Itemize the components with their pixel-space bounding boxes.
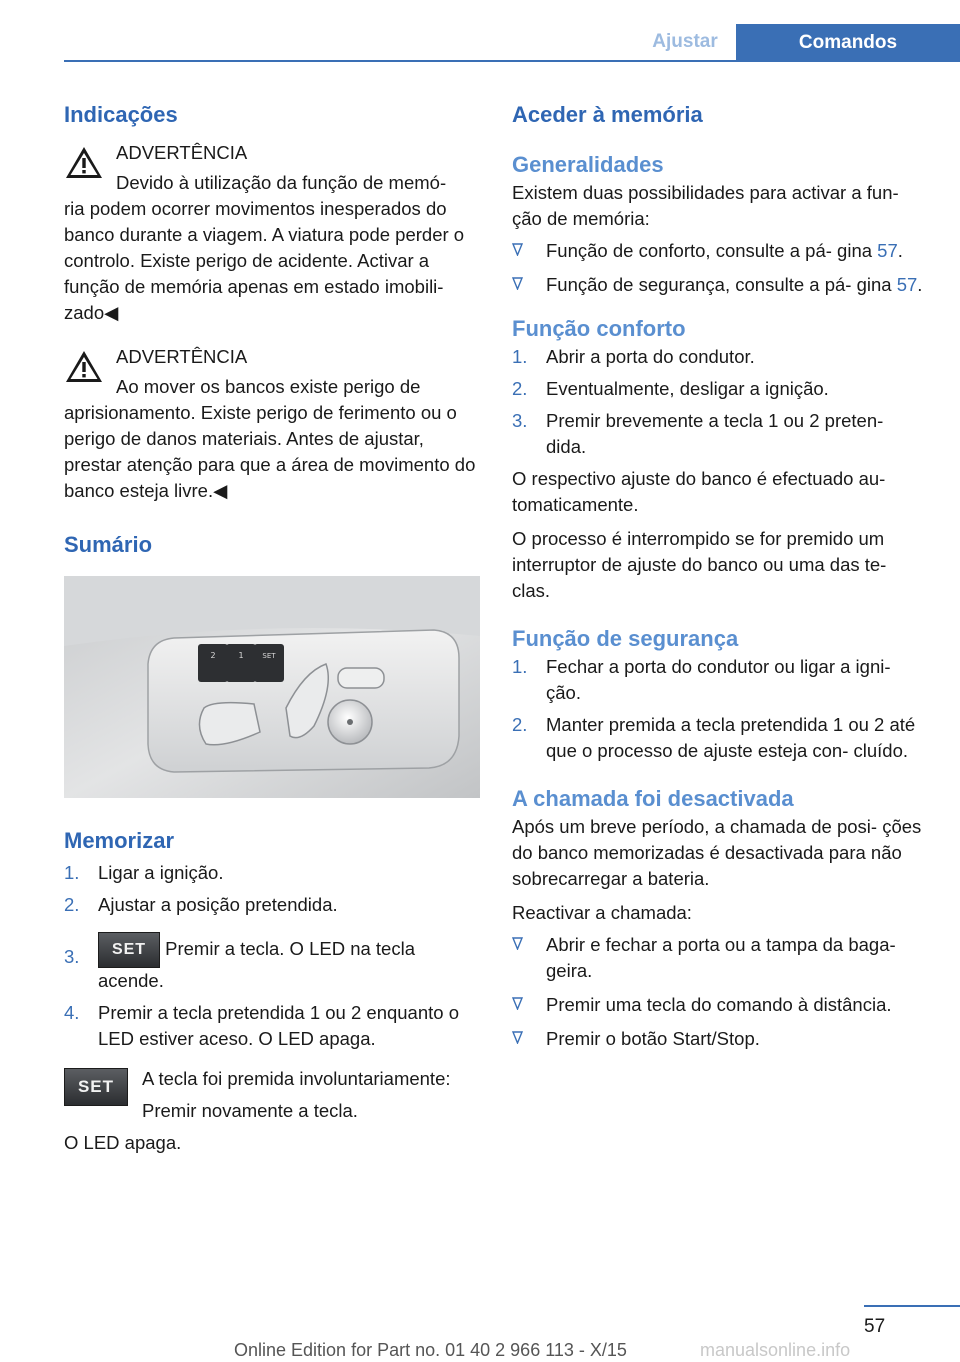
set-button-icon: SET	[64, 1068, 128, 1106]
warning-2-title: ADVERTÊNCIA	[116, 346, 248, 367]
desactivada-heading: A chamada foi desactivada	[512, 786, 794, 811]
seat-controls-photo	[64, 576, 480, 798]
list-item: 3. Premir brevemente a tecla 1 ou 2 preten- dida.	[512, 410, 884, 457]
generalidades-heading: Generalidades	[512, 152, 664, 177]
step-number: 2.	[64, 894, 80, 915]
seguranca-heading: Função de segurança	[512, 626, 739, 651]
sumario-heading: Sumário	[64, 532, 153, 557]
triangle-bullet-icon	[512, 937, 523, 950]
photo-button-set: SET	[262, 652, 276, 660]
page-link-57[interactable]: 57	[877, 240, 898, 261]
generalidades-list	[512, 238, 926, 298]
warning-icon	[64, 144, 104, 180]
step-text: Premir a tecla pretendida 1 ou 2 enquanto o LED estiver aceso. O LED apaga.	[98, 1002, 459, 1049]
generalidades-text: Existem duas possibilidades para activar a fun- ção de memória:	[512, 182, 899, 229]
tab-ajustar[interactable]: Ajustar	[652, 31, 718, 52]
list-item: Função de segurança, consulte a pá- gina 57.	[512, 272, 926, 298]
desactivada-paragraph-1: Após um breve período, a chamada de posi- ções do banco memorizadas é desactivada para não sobrecarregar a bateria.	[512, 816, 922, 889]
conforto-paragraph-2: O processo é interrompido se for premido um interruptor de ajuste do banco ou uma das te- clas.	[512, 528, 887, 601]
page-link-57[interactable]: 57	[896, 274, 918, 295]
note-end: O LED apaga.	[64, 1132, 182, 1153]
list-item	[64, 1000, 480, 1052]
conforto-steps	[512, 344, 926, 460]
photo-button-1: 1	[238, 651, 244, 660]
list-item: Premir o botão Start/Stop.	[512, 1026, 926, 1052]
memorizar-heading: Memorizar	[64, 828, 175, 853]
watermark: manualsonline.info	[700, 1340, 851, 1360]
left-column	[64, 100, 480, 1156]
right-column	[512, 100, 926, 1052]
footer-rule	[864, 1305, 960, 1307]
step-number: 1.	[64, 862, 80, 883]
page-number: 57	[864, 1316, 886, 1337]
list-item: 2. Manter premida a tecla pretendida 1 ou 2 até que o processo de ajuste esteja con- cluído.	[512, 714, 916, 761]
seguranca-steps	[512, 654, 926, 764]
warning-icon	[64, 348, 104, 384]
list-item	[64, 860, 480, 886]
step-number: 4.	[64, 1002, 80, 1023]
triangle-bullet-icon	[512, 277, 523, 290]
aceder-heading: Aceder à memória	[512, 102, 703, 127]
header-rule	[64, 60, 960, 62]
photo-button-2: 2	[210, 651, 216, 660]
list-item: Abrir e fechar a porta ou a tampa da baga- geira.	[512, 932, 926, 984]
warning-block-2	[64, 344, 480, 504]
note-line-2: Premir novamente a tecla.	[142, 1100, 358, 1121]
warning-2-text: aprisionamento. Existe perigo de ferimento ou o perigo de danos materiais. Antes de ajustar, prestar atenção para que a área de movimento do banco esteja livre.◀	[64, 402, 476, 501]
step-text: Premir a tecla. O LED na tecla acende.	[98, 937, 415, 991]
warning-block-1	[64, 140, 480, 326]
step-text: Ajustar a posição pretendida.	[98, 894, 338, 915]
note-line-1: A tecla foi premida involuntariamente:	[142, 1068, 451, 1089]
list-item: Premir uma tecla do comando à distância.	[512, 992, 926, 1018]
set-note	[64, 1066, 480, 1134]
edition-text: Online Edition for Part no. 01 40 2 966 113 - X/15	[234, 1340, 627, 1360]
list-item: 1. Abrir a porta do condutor.	[512, 346, 755, 367]
warning-2-first-line: Ao mover os bancos existe perigo de	[116, 376, 421, 397]
list-item	[64, 892, 480, 918]
warning-1-first-line: Devido à utilização da função de memó-	[116, 172, 447, 193]
triangle-bullet-icon	[512, 243, 523, 256]
list-item: Função de conforto, consulte a pá- gina 57.	[512, 238, 926, 264]
triangle-bullet-icon	[512, 997, 523, 1010]
list-item: 1. Fechar a porta do condutor ou ligar a igni- ção.	[512, 656, 891, 703]
desactivada-paragraph-2: Reactivar a chamada:	[512, 902, 692, 923]
triangle-bullet-icon	[512, 1031, 523, 1044]
list-item: 2. Eventualmente, desligar a ignição.	[512, 378, 829, 399]
conforto-heading: Função conforto	[512, 316, 686, 341]
step-text: Ligar a ignição.	[98, 862, 224, 883]
indicacoes-heading: Indicações	[64, 102, 178, 127]
conforto-paragraph-1: O respectivo ajuste do banco é efectuado au- tomaticamente.	[512, 468, 886, 515]
step-number: 3.	[64, 946, 80, 967]
memorizar-steps	[64, 860, 480, 1052]
tab-comandos[interactable]: Comandos	[736, 24, 960, 62]
warning-1-title: ADVERTÊNCIA	[116, 142, 248, 163]
desactivada-list	[512, 932, 926, 1052]
set-button-icon: SET	[98, 932, 160, 968]
warning-1-text: ria podem ocorrer movimentos inesperados do banco durante a viagem. A viatura pode perder o controlo. Existe perigo de acidente. Activar a função de memória apenas em estado imobili- zado◀	[64, 198, 465, 323]
list-item	[64, 932, 480, 994]
